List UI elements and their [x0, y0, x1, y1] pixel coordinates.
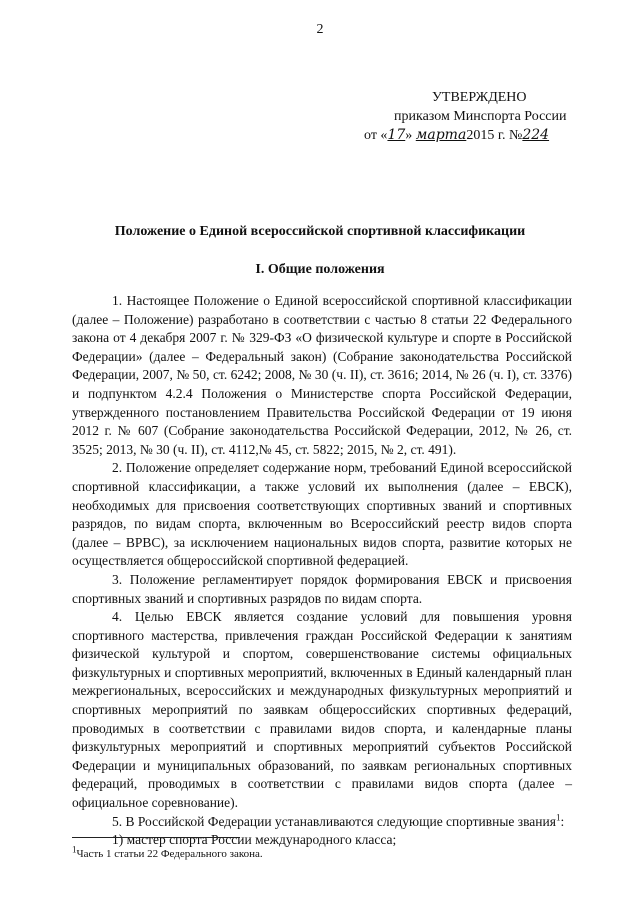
paragraph-5-text: 5. В Российской Федерации устанавливаются следующие спортивные звания — [112, 813, 556, 829]
date-year: 2015 г. № — [466, 128, 523, 143]
footnote — [72, 844, 263, 860]
list-item-1: 1) мастер спорта России международного класса; — [112, 832, 397, 848]
handwritten-day: 17 — [387, 127, 406, 143]
date-day-close: » — [405, 128, 413, 143]
paragraph-5-tail: : — [560, 813, 565, 829]
section-heading: I. Общие положения — [255, 262, 385, 277]
approval-order-line: приказом Минспорта России — [394, 109, 567, 124]
footnote-reference[interactable]: 1 — [555, 812, 561, 823]
date-prefix: от « — [364, 128, 388, 143]
document-title: Положение о Единой всероссийской спортивной классификации — [114, 224, 526, 239]
document-body — [72, 292, 572, 850]
paragraph-4: 4. Целью ЕВСК является создание условий для повышения уровня спортивного мастерства, привлечения граждан Российской Федерации к занятиям физической культурой и спортом, совершенствование системы официальных физкультурных и спортивных мероприятий, включенных в Единый календарный план межрегиональных, всероссийских и международных физкультурных мероприятий и спортивных мероприятий по заявкам общероссийских спортивных федераций, проводимых в соответствии с правилами видов спорта, и календарные планы физкультурных мероприятий и спортивных мероприятий субъектов Российской Федерации и муниципальных образований, по заявкам региональных спортивных федераций, проводимых в соответствии с правилами видов спорта (далее – официальное соревнование). — [72, 609, 572, 811]
handwritten-month: марта — [415, 127, 467, 143]
page-number: 2 — [316, 22, 324, 37]
footnote-marker: 1 — [72, 844, 77, 855]
footnote-text: Часть 1 статьи 22 Федерального закона. — [76, 848, 263, 860]
paragraph-3: 3. Положение регламентирует порядок формирования ЕВСК и присвоения спортивных званий и спортивных разрядов по видам спорта. — [72, 571, 572, 606]
paragraph-5 — [72, 813, 572, 832]
paragraph-2: 2. Положение определяет содержание норм, требований Единой всероссийской спортивной классификации, а также условий их выполнения (далее – ЕВСК), необходимых для присвоения соответствующих спортивных званий и спортивных разрядов, по видам спорта, включенным во Всероссийский реестр видов спорта (далее – ВРВС), за исключением национальных видов спорта, развитие которых не осуществляется общероссийской спортивной федерацией. — [72, 460, 572, 569]
approval-heading: УТВЕРЖДЕНО — [432, 90, 527, 105]
approval-stamp — [364, 88, 604, 145]
paragraph-1: 1. Настоящее Положение о Единой всероссийской спортивной классификации (далее – Положение) разработано в соответствии с частью 8 статьи 22 Федерального закона от 4 декабря 2007 г. № 329-ФЗ «О физической культуре и спорте в Российской Федерации» (далее – Федеральный закон) (Собрание законодательства Российской Федерации, 2007, № 50, ст. 6242; 2008, № 30 (ч. II), ст. 3616; 2014, № 26 (ч. I), ст. 3376) и подпунктом 4.2.4 Положения о Министерстве спорта Российской Федерации, утвержденного постановлением Правительства Российской Федерации от 19 июня 2012 г. № 607 (Собрание законодательства Российской Федерации, 2012, № 26, ст. 3525; 2013, № 30 (ч. II), ст. 4112,№ 45, ст. 5822; 2015, № 2, ст. 491). — [72, 293, 572, 457]
footnote-divider — [72, 837, 240, 838]
handwritten-number: 224 — [522, 127, 550, 143]
approval-date-line — [364, 126, 604, 145]
